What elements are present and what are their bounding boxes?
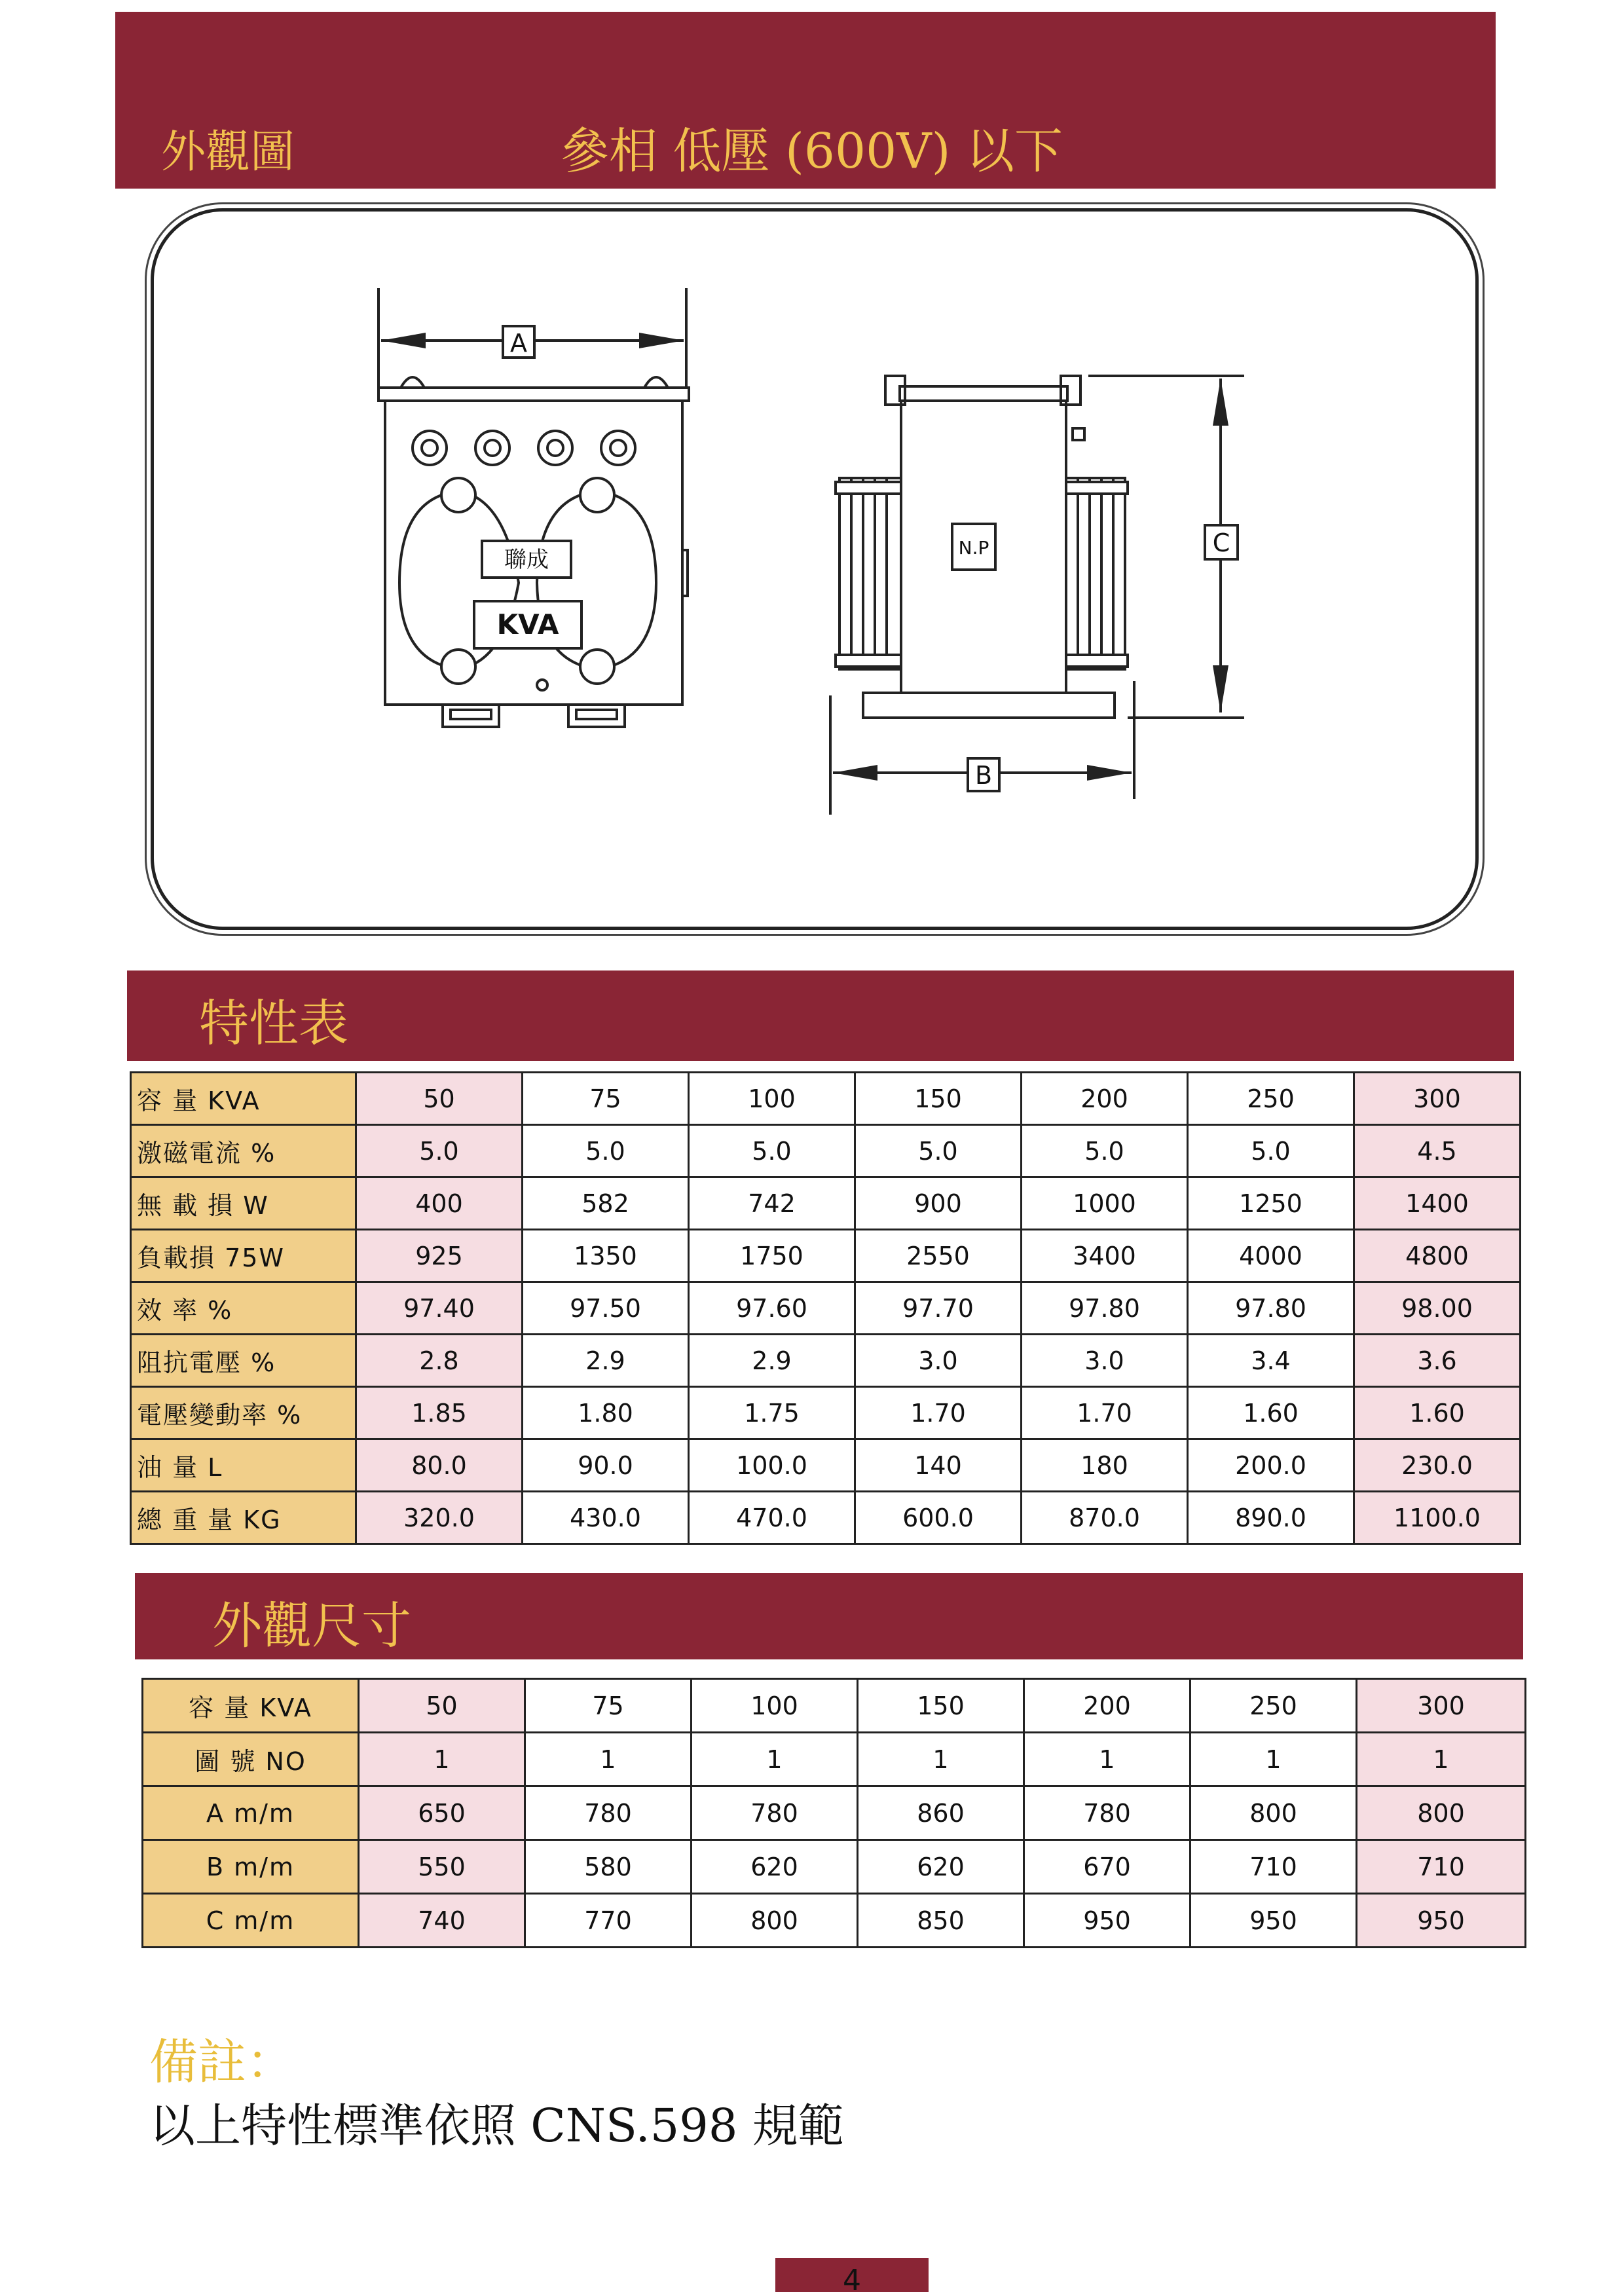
table-cell: 98.00 xyxy=(1354,1282,1521,1335)
table-cell: 742 xyxy=(689,1177,855,1230)
row-label: A m/m xyxy=(143,1786,359,1840)
table-cell: 97.50 xyxy=(523,1282,689,1335)
table-cell: 3.0 xyxy=(855,1335,1022,1387)
table-cell: 740 xyxy=(359,1894,525,1948)
transformer-diagram xyxy=(0,0,1624,969)
table-cell: 1.60 xyxy=(1188,1387,1354,1439)
table-cell: 850 xyxy=(858,1894,1024,1948)
table-cell: 1.80 xyxy=(523,1387,689,1439)
table-cell: 97.60 xyxy=(689,1282,855,1335)
table-row xyxy=(131,1282,1521,1335)
table-cell: 100.0 xyxy=(689,1439,855,1492)
table-cell: 670 xyxy=(1024,1840,1190,1894)
characteristics-banner xyxy=(127,970,1514,1061)
front-view xyxy=(378,288,689,727)
table-cell: 300 xyxy=(1354,1073,1521,1125)
table-cell: 3.0 xyxy=(1022,1335,1188,1387)
table-cell: 1.85 xyxy=(356,1387,523,1439)
row-label: 容 量 KVA xyxy=(143,1679,359,1733)
table-cell: 200 xyxy=(1024,1679,1190,1733)
table-row xyxy=(143,1679,1526,1733)
table-cell: 870.0 xyxy=(1022,1492,1188,1544)
table-row xyxy=(131,1073,1521,1125)
table-cell: 1000 xyxy=(1022,1177,1188,1230)
table-cell: 2.9 xyxy=(689,1335,855,1387)
table-cell: 2.8 xyxy=(356,1335,523,1387)
kva-label: KVA xyxy=(496,608,559,640)
table-cell: 4000 xyxy=(1188,1230,1354,1282)
table-cell: 4800 xyxy=(1354,1230,1521,1282)
arrow-up xyxy=(1213,379,1228,426)
table-cell: 600.0 xyxy=(855,1492,1022,1544)
table-cell: 780 xyxy=(525,1786,692,1840)
table-row xyxy=(143,1733,1526,1786)
table-cell: 950 xyxy=(1190,1894,1357,1948)
table-cell: 950 xyxy=(1024,1894,1190,1948)
table-row xyxy=(131,1387,1521,1439)
table-cell: 890.0 xyxy=(1188,1492,1354,1544)
brand-label: 聯成 xyxy=(504,547,549,573)
row-label: B m/m xyxy=(143,1840,359,1894)
table-cell: 470.0 xyxy=(689,1492,855,1544)
table-cell: 582 xyxy=(523,1177,689,1230)
row-label: 電壓變動率 % xyxy=(131,1387,356,1439)
table-cell: 550 xyxy=(359,1840,525,1894)
table-cell: 925 xyxy=(356,1230,523,1282)
table-row xyxy=(131,1177,1521,1230)
radiator-right xyxy=(1066,478,1125,669)
lifting-lug-right xyxy=(644,377,668,388)
top-rail xyxy=(378,388,689,401)
table-cell: 200 xyxy=(1022,1073,1188,1125)
drain-valve xyxy=(537,680,547,690)
table-cell: 2.9 xyxy=(523,1335,689,1387)
page-number: 4 xyxy=(775,2258,929,2292)
lifting-lug-left xyxy=(401,377,424,388)
row-label: 圖 號 NO xyxy=(143,1733,359,1786)
table-cell: 1 xyxy=(359,1733,525,1786)
table-row xyxy=(143,1894,1526,1948)
top-rail-side xyxy=(900,386,1067,401)
table-cell: 150 xyxy=(855,1073,1022,1125)
table-row xyxy=(131,1439,1521,1492)
dimension-c-label: C xyxy=(1212,528,1230,557)
arrow-down xyxy=(1213,665,1228,712)
table-cell: 97.40 xyxy=(356,1282,523,1335)
bushings xyxy=(413,431,635,465)
table-cell: 50 xyxy=(356,1073,523,1125)
row-label: 效 率 % xyxy=(131,1282,356,1335)
arrow-right xyxy=(639,333,684,348)
side-view xyxy=(830,376,1244,815)
table-cell: 800 xyxy=(1357,1786,1526,1840)
table-cell: 80.0 xyxy=(356,1439,523,1492)
table-cell: 1350 xyxy=(523,1230,689,1282)
row-label: 激磁電流 % xyxy=(131,1125,356,1177)
table-cell: 780 xyxy=(692,1786,858,1840)
table-cell: 140 xyxy=(855,1439,1022,1492)
table-cell: 400 xyxy=(356,1177,523,1230)
table-cell: 50 xyxy=(359,1679,525,1733)
table-cell: 5.0 xyxy=(1188,1125,1354,1177)
table-cell: 5.0 xyxy=(689,1125,855,1177)
table-cell: 5.0 xyxy=(855,1125,1022,1177)
table-cell: 1.60 xyxy=(1354,1387,1521,1439)
table-cell: 3.6 xyxy=(1354,1335,1521,1387)
table-cell: 2550 xyxy=(855,1230,1022,1282)
table-cell: 97.70 xyxy=(855,1282,1022,1335)
table-cell: 780 xyxy=(1024,1786,1190,1840)
dimensions-table xyxy=(141,1678,1526,1948)
table-cell: 4.5 xyxy=(1354,1125,1521,1177)
table-cell: 950 xyxy=(1357,1894,1526,1948)
table-cell: 710 xyxy=(1357,1840,1526,1894)
characteristics-title: 特性表 xyxy=(199,994,348,1052)
table-cell: 3400 xyxy=(1022,1230,1188,1282)
dimensions-banner xyxy=(135,1573,1523,1659)
table-cell: 1 xyxy=(858,1733,1024,1786)
table-cell: 1750 xyxy=(689,1230,855,1282)
table-cell: 1 xyxy=(1357,1733,1526,1786)
table-cell: 97.80 xyxy=(1188,1282,1354,1335)
table-cell: 1 xyxy=(525,1733,692,1786)
table-cell: 75 xyxy=(525,1679,692,1733)
row-label: 阻抗電壓 % xyxy=(131,1335,356,1387)
table-cell: 1 xyxy=(692,1733,858,1786)
row-label: C m/m xyxy=(143,1894,359,1948)
header-left-title: 外觀圖 xyxy=(161,126,295,178)
table-cell: 1400 xyxy=(1354,1177,1521,1230)
arrow-left xyxy=(381,333,426,348)
row-label: 總 重 量 KG xyxy=(131,1492,356,1544)
row-label: 油 量 L xyxy=(131,1439,356,1492)
table-cell: 1250 xyxy=(1188,1177,1354,1230)
table-cell: 900 xyxy=(855,1177,1022,1230)
table-cell: 620 xyxy=(692,1840,858,1894)
table-cell: 860 xyxy=(858,1786,1024,1840)
row-label: 容 量 KVA xyxy=(131,1073,356,1125)
table-cell: 230.0 xyxy=(1354,1439,1521,1492)
table-cell: 1.75 xyxy=(689,1387,855,1439)
dimension-a-label: A xyxy=(510,329,527,358)
table-cell: 650 xyxy=(359,1786,525,1840)
table-row xyxy=(143,1840,1526,1894)
table-row xyxy=(143,1786,1526,1840)
table-cell: 97.80 xyxy=(1022,1282,1188,1335)
table-cell: 5.0 xyxy=(356,1125,523,1177)
table-cell: 3.4 xyxy=(1188,1335,1354,1387)
table-cell: 200.0 xyxy=(1188,1439,1354,1492)
side-fitting xyxy=(682,550,688,596)
characteristics-table xyxy=(130,1071,1521,1545)
row-label: 負載損 75W xyxy=(131,1230,356,1282)
table-row xyxy=(131,1230,1521,1282)
table-cell: 5.0 xyxy=(1022,1125,1188,1177)
table-cell: 75 xyxy=(523,1073,689,1125)
notes-text: 以上特性標準依照 CNS.598 規範 xyxy=(149,2099,844,2153)
table-cell: 580 xyxy=(525,1840,692,1894)
table-cell: 770 xyxy=(525,1894,692,1948)
notes-title: 備註： xyxy=(149,2034,295,2090)
header-main-title: 參相 低壓 (600V) 以下 xyxy=(561,123,1063,179)
table-cell: 710 xyxy=(1190,1840,1357,1894)
table-cell: 320.0 xyxy=(356,1492,523,1544)
nameplate-label: N.P xyxy=(958,537,989,559)
table-cell: 1.70 xyxy=(855,1387,1022,1439)
table-cell: 800 xyxy=(1190,1786,1357,1840)
table-cell: 430.0 xyxy=(523,1492,689,1544)
dimensions-title: 外觀尺寸 xyxy=(212,1597,411,1655)
table-row xyxy=(131,1125,1521,1177)
table-cell: 1 xyxy=(1190,1733,1357,1786)
radiator-left xyxy=(840,478,901,669)
table-cell: 800 xyxy=(692,1894,858,1948)
table-row xyxy=(131,1492,1521,1544)
table-cell: 5.0 xyxy=(523,1125,689,1177)
table-cell: 150 xyxy=(858,1679,1024,1733)
table-cell: 1 xyxy=(1024,1733,1190,1786)
table-cell: 620 xyxy=(858,1840,1024,1894)
table-row xyxy=(131,1335,1521,1387)
row-label: 無 載 損 W xyxy=(131,1177,356,1230)
table-cell: 100 xyxy=(692,1679,858,1733)
table-cell: 90.0 xyxy=(523,1439,689,1492)
side-base xyxy=(863,693,1115,718)
side-box xyxy=(1073,428,1084,440)
table-cell: 250 xyxy=(1188,1073,1354,1125)
dimension-b-label: B xyxy=(974,761,993,790)
table-cell: 300 xyxy=(1357,1679,1526,1733)
table-cell: 1100.0 xyxy=(1354,1492,1521,1544)
table-cell: 250 xyxy=(1190,1679,1357,1733)
table-cell: 1.70 xyxy=(1022,1387,1188,1439)
table-cell: 180 xyxy=(1022,1439,1188,1492)
table-cell: 100 xyxy=(689,1073,855,1125)
